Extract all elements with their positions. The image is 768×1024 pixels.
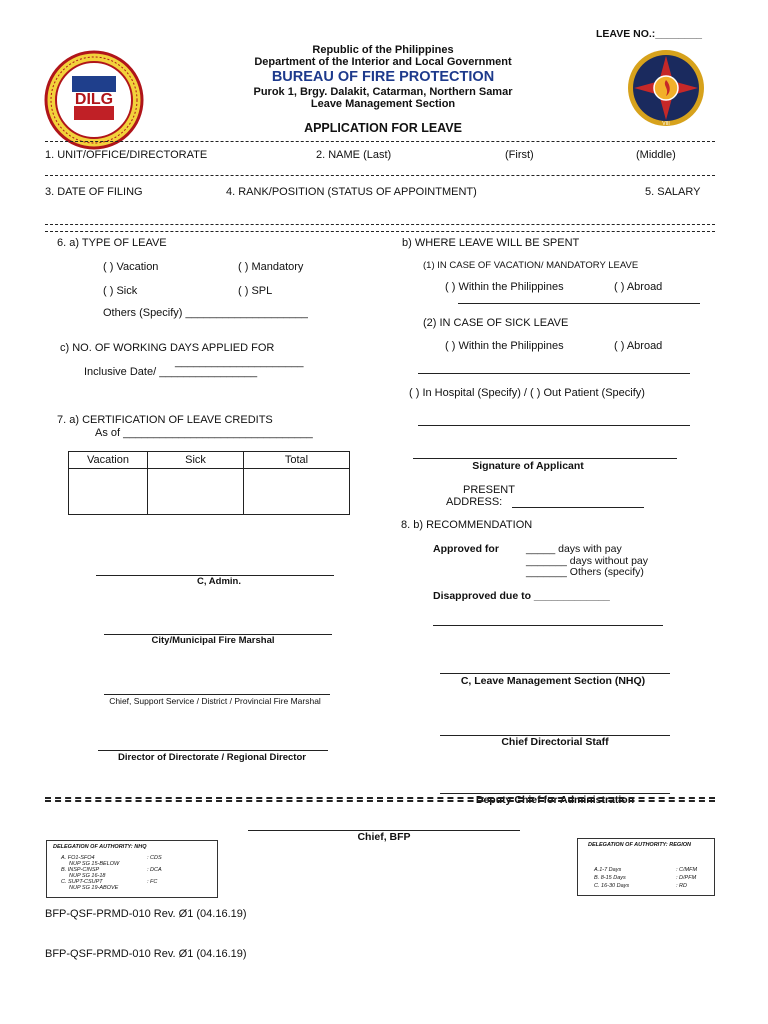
within-philippines-1[interactable]: ( ) Within the Philippines (445, 281, 564, 293)
table-header-total: Total (244, 452, 350, 469)
table-header-vacation: Vacation (69, 452, 148, 469)
bfp-seal-bottom-text: VIII (662, 121, 670, 127)
sig-applicant: Signature of Applicant (472, 460, 584, 472)
present-label: PRESENT (463, 484, 515, 496)
delegation-region-title: DELEGATION OF AUTHORITY: REGION (588, 842, 691, 848)
name-first-label: (First) (505, 149, 534, 161)
name-middle-label: (Middle) (636, 149, 676, 161)
sig-deputy-chief: Deputy Chief for Administration (475, 794, 635, 806)
sig-chief-directorial-staff: Chief Directorial Staff (501, 736, 609, 748)
spl-checkbox[interactable]: ( ) SPL (238, 285, 273, 297)
delegation-nhq-title: DELEGATION OF AUTHORITY: NHQ (53, 844, 147, 850)
divider (45, 175, 715, 176)
specify-line[interactable] (433, 625, 663, 626)
header-address: Purok 1, Brgy. Dalakit, Catarman, Northern Samar (253, 86, 513, 98)
nhq-row-left: A. FO1-SFO4 (61, 855, 95, 861)
approved-for-label: Approved for (433, 543, 499, 555)
region-row-left: A.1-7 Days (594, 867, 622, 873)
leave-credits-table (68, 451, 350, 515)
sick-checkbox[interactable]: ( ) Sick (103, 285, 138, 297)
disapproved-field[interactable]: Disapproved due to _____________ (433, 590, 610, 602)
within-philippines-2[interactable]: ( ) Within the Philippines (445, 340, 564, 352)
form-code-2: BFP-QSF-PRMD-010 Rev. Ø1 (04.16.19) (45, 948, 247, 960)
divider (45, 141, 715, 142)
days-without-pay-field[interactable]: _______ days without pay (526, 555, 649, 567)
working-days-label: c) NO. OF WORKING DAYS APPLIED FOR (60, 342, 275, 354)
divider (45, 224, 715, 225)
certification-label: 7. a) CERTIFICATION OF LEAVE CREDITS (57, 414, 273, 426)
region-row-left: B. 8-15 Days (594, 875, 626, 881)
form-title: APPLICATION FOR LEAVE (304, 121, 462, 135)
abroad-2[interactable]: ( ) Abroad (614, 340, 663, 352)
divider (45, 797, 715, 799)
nhq-row-left: B. INSP-CINSP (61, 867, 100, 873)
sig-city-fire-marshal: City/Municipal Fire Marshal (151, 635, 275, 646)
nhq-row-left: NUP SG 19-ABOVE (69, 885, 119, 891)
others-specify-field[interactable]: Others (Specify) ____________________ (103, 307, 308, 319)
days-with-pay-field[interactable]: _____ days with pay (526, 543, 622, 555)
specify-line[interactable] (418, 373, 690, 374)
nhq-row-right: : DCA (147, 867, 162, 873)
salary-label: 5. SALARY (645, 186, 701, 198)
bfp-seal-logo (620, 48, 712, 128)
nhq-row-left: NUP SG 15-BELOW (69, 861, 120, 867)
header-bureau: BUREAU OF FIRE PROTECTION (271, 69, 495, 85)
dilg-seal-text: DILG (74, 91, 114, 108)
sig-leave-management: C, Leave Management Section (NHQ) (460, 675, 646, 687)
region-row-right: : C/MFM (676, 867, 698, 873)
hospital-outpatient-checkbox[interactable]: ( ) In Hospital (Specify) / ( ) Out Patient (Specify) (409, 387, 645, 399)
address-label: ADDRESS: (446, 496, 503, 508)
inclusive-date-field[interactable]: Inclusive Date/ ________________ (84, 366, 258, 378)
date-of-filing-label: 3. DATE OF FILING (45, 186, 143, 198)
header-department: Department of the Interior and Local Government (254, 56, 512, 68)
mandatory-checkbox[interactable]: ( ) Mandatory (238, 261, 304, 273)
delegation-region-box (577, 838, 715, 896)
type-of-leave-label: 6. a) TYPE OF LEAVE (57, 237, 167, 249)
where-leave-label: b) WHERE LEAVE WILL BE SPENT (402, 237, 580, 249)
sig-c-admin: C, Admin. (197, 576, 241, 587)
total-credit-cell[interactable] (244, 469, 350, 515)
abroad-1[interactable]: ( ) Abroad (614, 281, 663, 293)
delegation-nhq-box (46, 840, 218, 898)
others-specify-rec-field[interactable]: _______ Others (specify) (526, 566, 644, 578)
signature-line (98, 750, 328, 751)
nhq-row-right: : CDS (147, 855, 162, 861)
dilg-seal-logo (44, 50, 144, 150)
working-days-field[interactable]: _____________________ (175, 356, 304, 368)
sig-chief-bfp: Chief, BFP (357, 831, 411, 843)
as-of-field[interactable]: As of _______________________________ (95, 427, 313, 439)
table-header-sick: Sick (148, 452, 244, 469)
case-vacation-label: (1) IN CASE OF VACATION/ MANDATORY LEAVE (423, 260, 639, 271)
nhq-row-right: : FC (147, 879, 158, 885)
leave-number: LEAVE NO.:________ (596, 28, 703, 40)
header-republic: Republic of the Philippines (312, 44, 454, 56)
unit-office-label: 1. UNIT/OFFICE/DIRECTORATE (45, 149, 208, 161)
case-sick-label: (2) IN CASE OF SICK LEAVE (423, 317, 569, 329)
vacation-credit-cell[interactable] (69, 469, 148, 515)
signature-line (440, 673, 670, 674)
signature-line (413, 458, 677, 459)
region-row-right: : D/PFM (676, 875, 697, 881)
recommendation-label: 8. b) RECOMMENDATION (401, 519, 533, 531)
signature-line (104, 694, 330, 695)
specify-line[interactable] (458, 303, 700, 304)
region-row-right: : RD (676, 883, 687, 889)
specify-line[interactable] (418, 425, 690, 426)
region-row-left: C. 16-30 Days (594, 883, 630, 889)
sig-chief-support-service: Chief, Support Service / District / Provincial Fire Marshal (109, 696, 321, 706)
nhq-row-left: NUP SG 16-18 (69, 873, 106, 879)
nhq-row-left: C. SUPT-CSUPT (61, 879, 103, 885)
sig-director: Director of Directorate / Regional Director (118, 752, 306, 763)
rank-position-label: 4. RANK/POSITION (STATUS OF APPOINTMENT) (226, 186, 477, 198)
form-code-1: BFP-QSF-PRMD-010 Rev. Ø1 (04.16.19) (45, 908, 247, 920)
vacation-checkbox[interactable]: ( ) Vacation (103, 261, 159, 273)
address-field[interactable] (512, 507, 644, 508)
header-section: Leave Management Section (310, 98, 456, 110)
divider (45, 800, 715, 802)
name-last-label: 2. NAME (Last) (316, 149, 392, 161)
sick-credit-cell[interactable] (148, 469, 244, 515)
divider (45, 231, 715, 232)
